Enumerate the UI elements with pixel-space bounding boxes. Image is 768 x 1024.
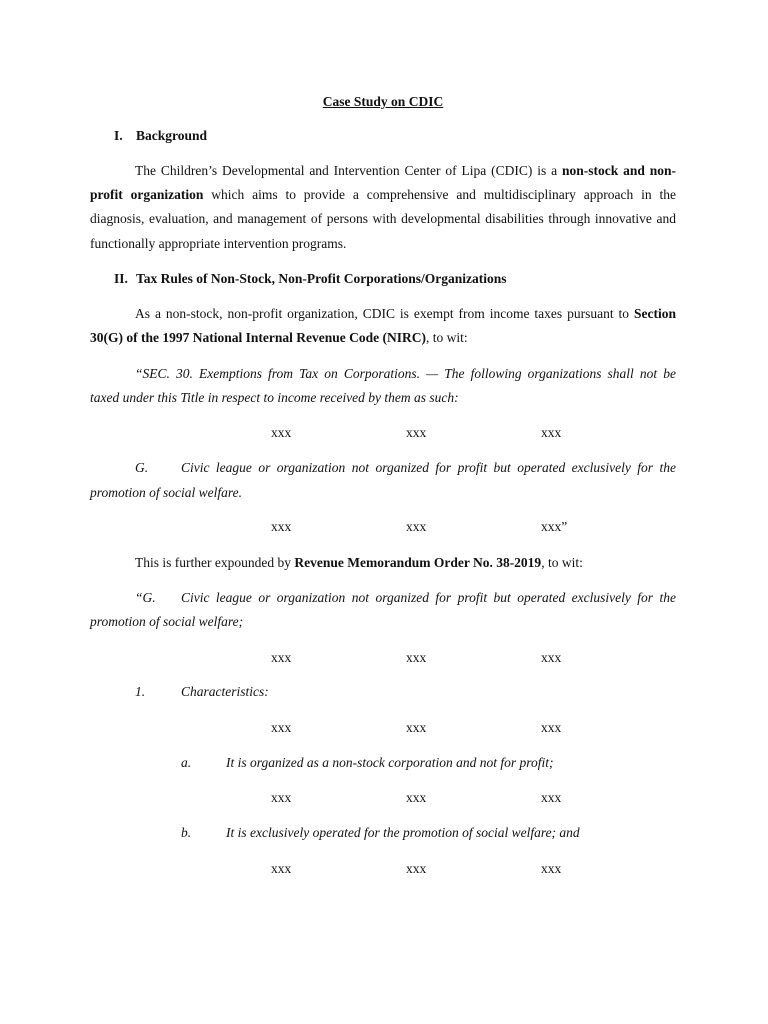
omission-mark: xxx” bbox=[541, 519, 568, 534]
rmo-reference-line: This is further expounded by Revenue Memorandum Order No. 38-2019, to wit: bbox=[135, 555, 583, 570]
omission-mark: xxx bbox=[406, 425, 427, 440]
omission-mark: xxx bbox=[271, 650, 292, 665]
omission-mark: xxx bbox=[541, 861, 562, 876]
background-line-4: functionally appropriate intervention programs. bbox=[90, 236, 347, 251]
item-letter: a. bbox=[181, 755, 192, 770]
omission-mark: xxx bbox=[406, 519, 427, 534]
section-number: II. bbox=[114, 271, 128, 286]
omission-mark: xxx bbox=[271, 425, 292, 440]
background-line-1: The Children’s Developmental and Intervention Center of Lipa (CDIC) is a non-stock and non- bbox=[135, 163, 676, 178]
omission-mark: xxx bbox=[271, 861, 292, 876]
document-page bbox=[90, 0, 676, 1024]
item-text: It is exclusively operated for the promotion of social welfare; and bbox=[226, 825, 580, 840]
tax-line-1: As a non-stock, non-profit organization, CDIC is exempt from income taxes pursuant to Section bbox=[135, 306, 676, 321]
section-number: I. bbox=[114, 128, 123, 143]
omission-mark: xxx bbox=[271, 519, 292, 534]
background-line-2: profit organization which aims to provide a comprehensive and multidisciplinary approach in the bbox=[90, 187, 676, 202]
item-letter: “G. bbox=[135, 590, 156, 605]
omission-mark: xxx bbox=[541, 790, 562, 805]
item-letter: G. bbox=[135, 460, 149, 475]
item-text: It is organized as a non-stock corporation and not for profit; bbox=[226, 755, 554, 770]
quote-rmo-line-2: promotion of social welfare; bbox=[90, 614, 244, 629]
omission-mark: xxx bbox=[271, 720, 292, 735]
section-title: Tax Rules of Non-Stock, Non-Profit Corporations/Organizations bbox=[136, 271, 507, 286]
omission-mark: xxx bbox=[406, 720, 427, 735]
omission-mark: xxx bbox=[541, 720, 562, 735]
omission-mark: xxx bbox=[406, 861, 427, 876]
omission-mark: xxx bbox=[406, 790, 427, 805]
document-title: Case Study on CDIC bbox=[322, 94, 444, 109]
tax-line-2: 30(G) of the 1997 National Internal Revenue Code (NIRC), to wit: bbox=[90, 330, 468, 345]
section-title: Background bbox=[136, 128, 208, 143]
omission-mark: xxx bbox=[541, 425, 562, 440]
item-letter: b. bbox=[181, 825, 192, 840]
item-text: Civic league or organization not organized for profit but operated exclusively for the bbox=[181, 590, 676, 605]
background-line-3: diagnosis, evaluation, and management of persons with developmental disabilities through innovative and bbox=[90, 211, 676, 226]
quote-sec30-line-1: “SEC. 30. Exemptions from Tax on Corporations. — The following organizations shall not be bbox=[135, 366, 676, 381]
characteristics-label: Characteristics: bbox=[181, 684, 269, 699]
item-number: 1. bbox=[135, 684, 146, 699]
omission-mark: xxx bbox=[271, 790, 292, 805]
item-g-line-2: promotion of social welfare. bbox=[90, 485, 242, 500]
item-text: Civic league or organization not organized for profit but operated exclusively for the bbox=[181, 460, 676, 475]
omission-mark: xxx bbox=[541, 650, 562, 665]
quote-sec30-line-2: taxed under this Title in respect to income received by them as such: bbox=[90, 390, 459, 405]
omission-mark: xxx bbox=[406, 650, 427, 665]
